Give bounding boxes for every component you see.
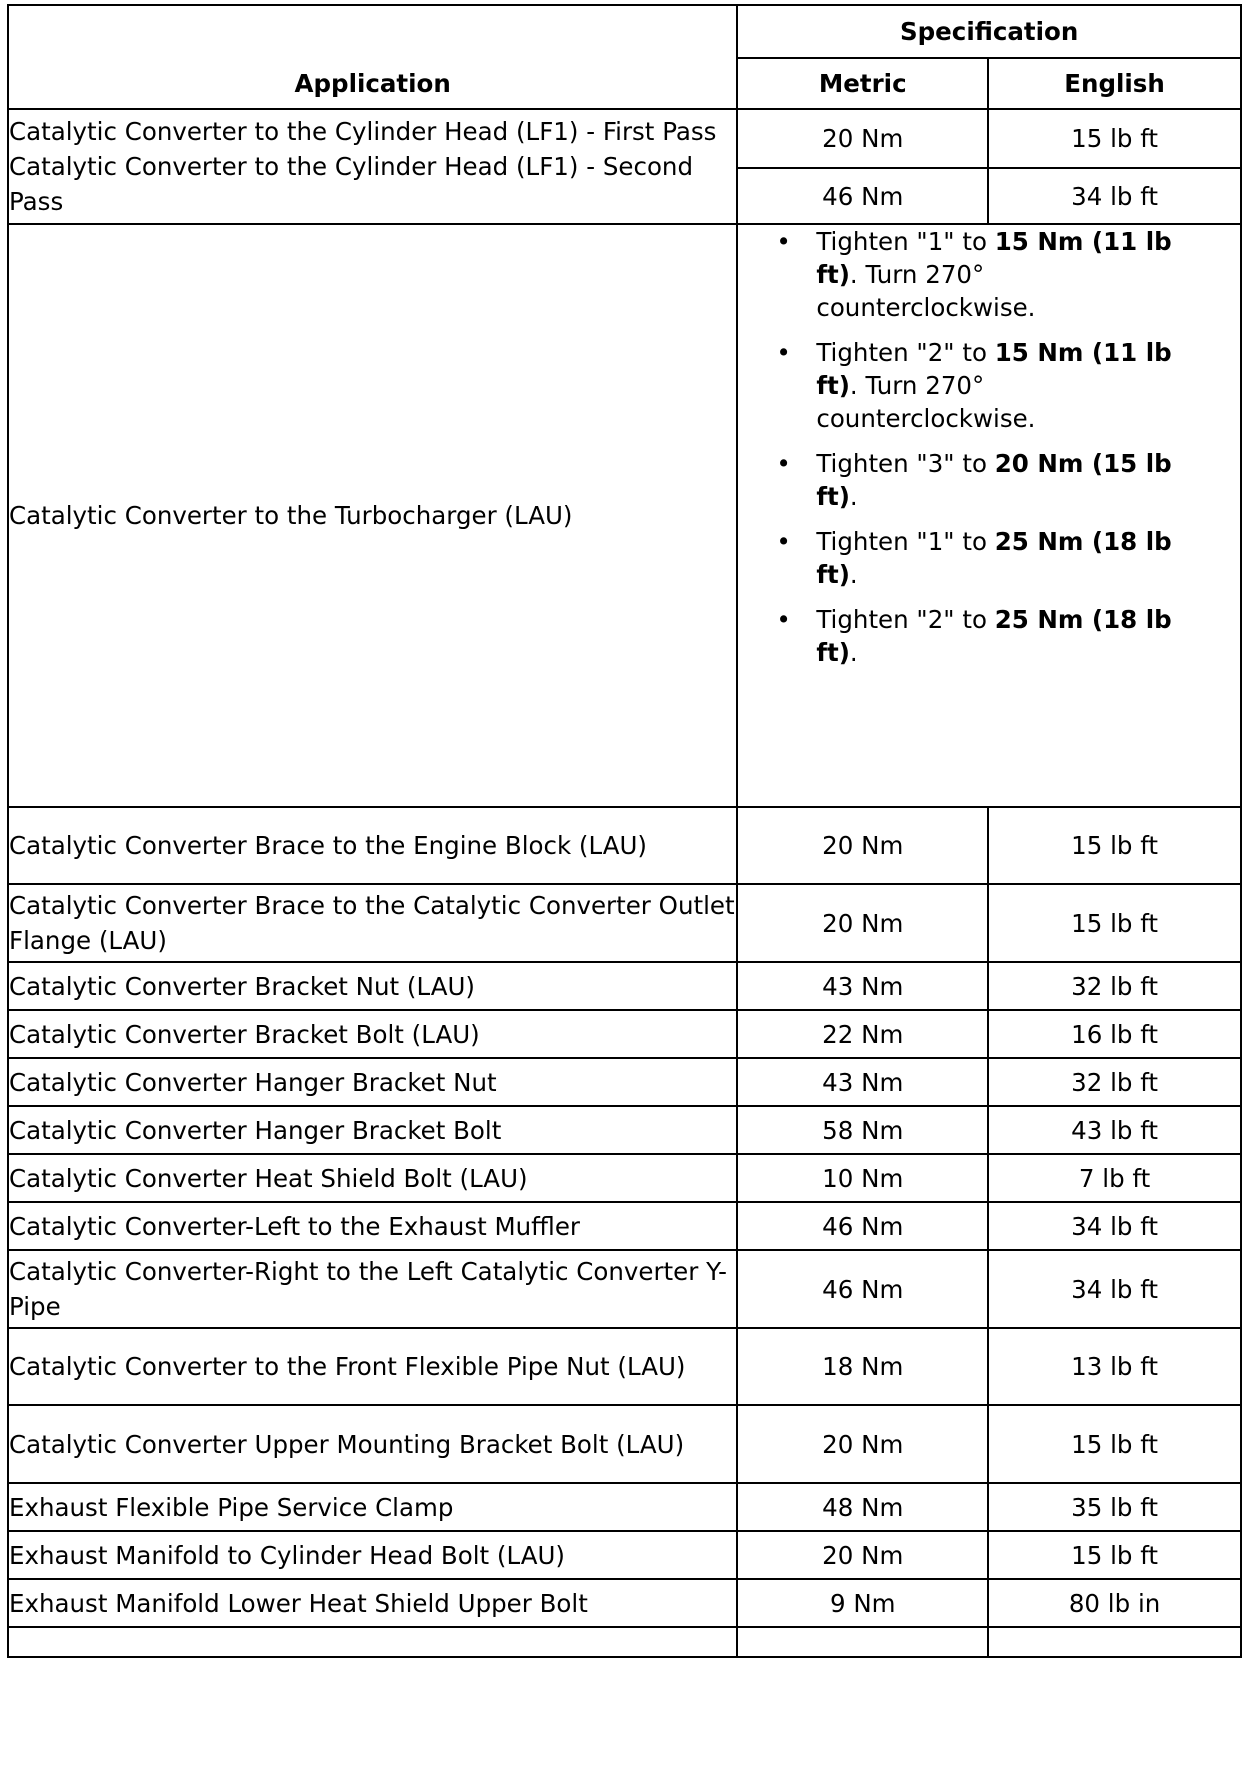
step-text: . Turn 270° counterclockwise.	[816, 260, 1036, 322]
table-row	[8, 1531, 1241, 1579]
metric-cell: 48 Nm	[737, 1483, 988, 1531]
step-text: Tighten "2" to	[816, 338, 995, 367]
english-cell: 15 lb ft	[988, 1531, 1241, 1579]
english-cell: 15 lb ft	[988, 109, 1241, 168]
bullet-icon: •	[776, 449, 791, 478]
english-cell: 34 lb ft	[988, 1202, 1241, 1250]
table-row	[8, 1010, 1241, 1058]
bullet-icon: •	[776, 338, 791, 367]
metric-cell: 58 Nm	[737, 1106, 988, 1154]
metric-cell: 46 Nm	[737, 168, 988, 224]
application-cell: Catalytic Converter to the Cylinder Head (LF1) - First Pass Catalytic Converter to the Cylinder Head (LF1) - Second Pass	[8, 109, 737, 224]
torque-spec-table	[7, 4, 1242, 1658]
step-torque-value: 25 Nm (18 lb ft)	[816, 605, 1172, 667]
application-cell: Exhaust Manifold to Cylinder Head Bolt (LAU)	[8, 1531, 737, 1579]
english-cell: 15 lb ft	[988, 884, 1241, 962]
table-row	[8, 884, 1241, 962]
empty-cell	[737, 1627, 988, 1657]
step-torque-value: 25 Nm (18 lb ft)	[816, 527, 1172, 589]
metric-cell: 46 Nm	[737, 1202, 988, 1250]
metric-cell: 10 Nm	[737, 1154, 988, 1202]
english-cell: 7 lb ft	[988, 1154, 1241, 1202]
metric-cell: 46 Nm	[737, 1250, 988, 1328]
english-cell: 15 lb ft	[988, 1405, 1241, 1483]
step-text: .	[849, 638, 858, 667]
metric-cell: 20 Nm	[737, 1405, 988, 1483]
application-cell: Catalytic Converter Brace to the Engine Block (LAU)	[8, 807, 737, 884]
english-cell: 32 lb ft	[988, 962, 1241, 1010]
metric-cell: 20 Nm	[737, 884, 988, 962]
bullet-icon: •	[776, 527, 791, 556]
step-text: .	[849, 560, 858, 589]
application-cell: Catalytic Converter Hanger Bracket Nut	[8, 1058, 737, 1106]
english-header: English	[988, 58, 1241, 109]
english-cell: 15 lb ft	[988, 807, 1241, 884]
step-text: Tighten "2" to	[816, 605, 995, 634]
english-cell: 13 lb ft	[988, 1328, 1241, 1405]
table-row	[8, 1483, 1241, 1531]
english-cell: 32 lb ft	[988, 1058, 1241, 1106]
application-cell: Catalytic Converter Hanger Bracket Bolt	[8, 1106, 737, 1154]
application-cell: Catalytic Converter Upper Mounting Bracket Bolt (LAU)	[8, 1405, 737, 1483]
table-row	[8, 1328, 1241, 1405]
application-header: Application	[8, 5, 737, 109]
table-row	[8, 1250, 1241, 1328]
step-text: Tighten "3" to	[816, 449, 995, 478]
metric-cell: 20 Nm	[737, 807, 988, 884]
english-cell: 16 lb ft	[988, 1010, 1241, 1058]
english-cell: 34 lb ft	[988, 1250, 1241, 1328]
table-row	[8, 1058, 1241, 1106]
tightening-step	[738, 603, 1240, 669]
tightening-step	[738, 225, 1240, 324]
application-cell: Catalytic Converter Heat Shield Bolt (LAU)	[8, 1154, 737, 1202]
metric-cell: 43 Nm	[737, 1058, 988, 1106]
application-cell: Catalytic Converter-Right to the Left Catalytic Converter Y-Pipe	[8, 1250, 737, 1328]
metric-cell: 20 Nm	[737, 109, 988, 168]
tightening-step	[738, 447, 1240, 513]
bullet-icon: •	[776, 605, 791, 634]
table-row	[8, 1579, 1241, 1627]
step-text: Tighten "1" to	[816, 527, 995, 556]
step-text: Tighten "1" to	[816, 227, 995, 256]
application-cell: Catalytic Converter Bracket Nut (LAU)	[8, 962, 737, 1010]
table-row	[8, 1106, 1241, 1154]
metric-header: Metric	[737, 58, 988, 109]
step-torque-value: 15 Nm (11 lb ft)	[816, 338, 1172, 400]
step-torque-value: 20 Nm (15 lb ft)	[816, 449, 1172, 511]
tightening-step	[738, 525, 1240, 591]
table-row	[8, 962, 1241, 1010]
table-row	[8, 1405, 1241, 1483]
application-cell: Catalytic Converter to the Turbocharger (LAU)	[8, 224, 737, 807]
table-row	[8, 1202, 1241, 1250]
application-cell: Catalytic Converter Bracket Bolt (LAU)	[8, 1010, 737, 1058]
english-cell: 34 lb ft	[988, 168, 1241, 224]
application-cell: Catalytic Converter Brace to the Catalytic Converter Outlet Flange (LAU)	[8, 884, 737, 962]
metric-cell: 9 Nm	[737, 1579, 988, 1627]
english-cell: 80 lb in	[988, 1579, 1241, 1627]
step-text: .	[849, 482, 858, 511]
empty-cell	[8, 1627, 737, 1657]
english-cell: 35 lb ft	[988, 1483, 1241, 1531]
table-row	[8, 1154, 1241, 1202]
step-torque-value: 15 Nm (11 lb ft)	[816, 227, 1172, 289]
tightening-sequence	[737, 224, 1241, 807]
specification-header: Specification	[737, 5, 1241, 58]
bullet-icon: •	[776, 227, 791, 256]
metric-cell: 22 Nm	[737, 1010, 988, 1058]
application-cell: Catalytic Converter to the Front Flexible Pipe Nut (LAU)	[8, 1328, 737, 1405]
english-cell: 43 lb ft	[988, 1106, 1241, 1154]
metric-cell: 18 Nm	[737, 1328, 988, 1405]
step-text: . Turn 270° counterclockwise.	[816, 371, 1036, 433]
tightening-steps-list	[738, 225, 1240, 669]
application-cell: Exhaust Manifold Lower Heat Shield Upper Bolt	[8, 1579, 737, 1627]
tightening-step	[738, 336, 1240, 435]
metric-cell: 20 Nm	[737, 1531, 988, 1579]
empty-cell	[988, 1627, 1241, 1657]
metric-cell: 43 Nm	[737, 962, 988, 1010]
table-row	[8, 807, 1241, 884]
application-cell: Exhaust Flexible Pipe Service Clamp	[8, 1483, 737, 1531]
table-row-partial	[8, 1627, 1241, 1657]
application-cell: Catalytic Converter-Left to the Exhaust Muffler	[8, 1202, 737, 1250]
